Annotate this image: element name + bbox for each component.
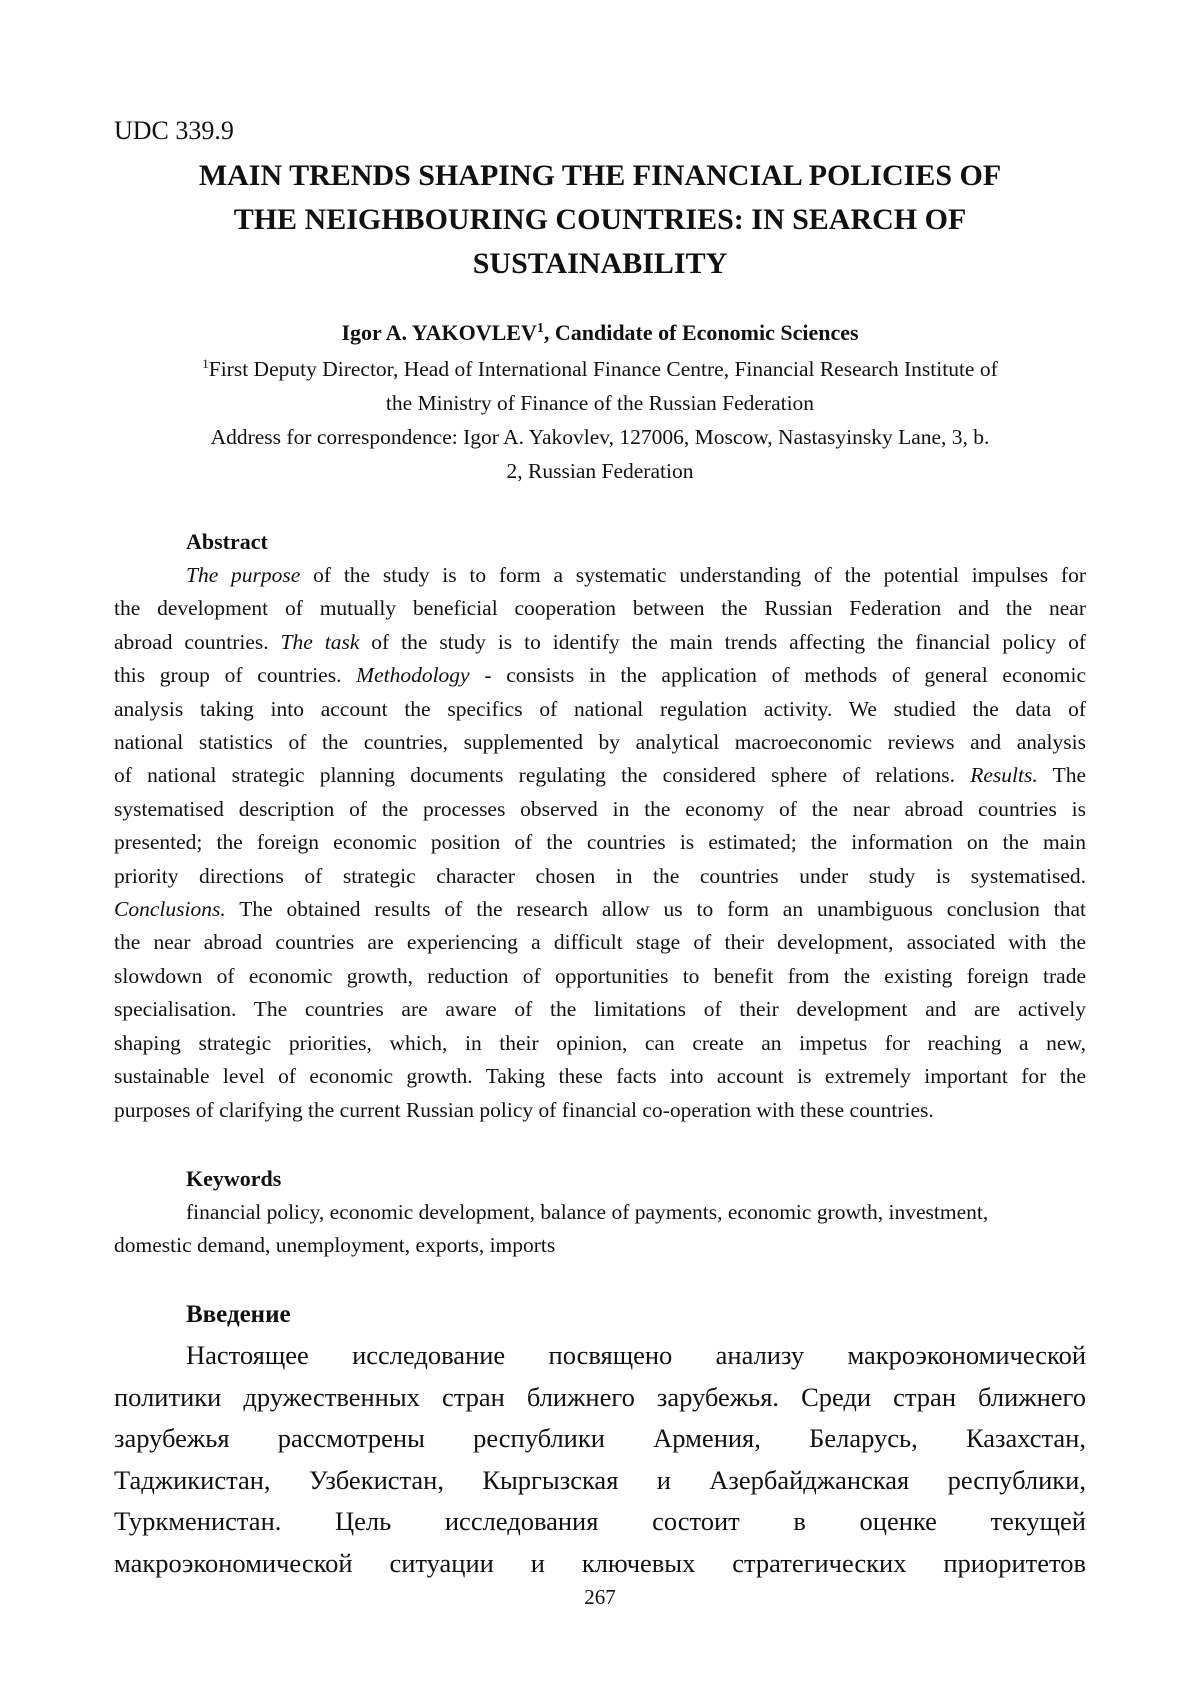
abstract-line: the near abroad countries are experiencing a difficult stage of their development, associated with the <box>114 930 1086 955</box>
abstract-line: sustainable level of economic growth. Taking these facts into account is extremely important for the <box>114 1064 1086 1089</box>
abstract-line: Conclusions. The obtained results of the research allow us to form an unambiguous conclusion that <box>114 897 1086 922</box>
abstract-line: The purpose of the study is to form a systematic understanding of the potential impulses for <box>186 563 1087 587</box>
udc-code: UDC 339.9 <box>114 116 234 145</box>
abstract-line: priority directions of strategic character chosen in the countries under study is systematised. <box>114 863 1086 888</box>
abstract-heading: Abstract <box>186 529 268 554</box>
correspondence-address: Address for correspondence: Igor A. Yakovlev, 127006, Moscow, Nastasyinsky Lane, 3, b. <box>210 425 990 449</box>
introduction-line: Таджикистан, Узбекистан, Кыргызская и Азербайджанская республики, <box>114 1464 1086 1495</box>
abstract-line: purposes of clarifying the current Russian policy of financial co-operation with these countries. <box>114 1097 934 1122</box>
introduction-line: Настоящее исследование посвящено анализу макроэкономической <box>186 1340 1086 1370</box>
abstract-line: systematised description of the processes observed in the economy of the near abroad countries is <box>114 796 1086 821</box>
affiliation-block <box>114 352 1086 488</box>
title-line: THE NEIGHBOURING COUNTRIES: IN SEARCH OF <box>233 203 967 236</box>
introduction-text <box>114 1335 1086 1585</box>
abstract-line: presented; the foreign economic position of the countries is estimated; the information on the main <box>114 830 1086 855</box>
abstract-line: this group of countries. Methodology - consists in the application of methods of general economic <box>114 663 1086 688</box>
keywords-line: financial policy, economic development, balance of payments, economic growth, investment, <box>186 1200 989 1224</box>
abstract-line: of national strategic planning documents regulating the considered sphere of relations. Results. The <box>114 763 1086 788</box>
keywords-heading: Keywords <box>186 1166 282 1191</box>
abstract-line: shaping strategic priorities, which, in their opinion, can create an impetus for reaching a new, <box>114 1030 1086 1055</box>
title-line: MAIN TRENDS SHAPING THE FINANCIAL POLICIES OF <box>198 159 1002 192</box>
introduction-heading: Введение <box>186 1301 291 1328</box>
abstract-line: analysis taking into account the specifics of national regulation activity. We studied the data of <box>114 696 1086 721</box>
correspondence-address: 2, Russian Federation <box>506 459 694 483</box>
introduction-line: политики дружественных стран ближнего зарубежья. Среди стран ближнего <box>114 1381 1086 1412</box>
abstract-line: slowdown of economic growth, reduction of opportunities to benefit from the existing foreign trade <box>114 963 1086 988</box>
paper-title <box>150 154 1050 286</box>
abstract-line: national statistics of the countries, supplemented by analytical macroeconomic reviews and analysis <box>114 730 1086 755</box>
author-line <box>114 318 1086 348</box>
introduction-line: Туркменистан. Цель исследования состоит в оценке текущей <box>114 1506 1086 1537</box>
keywords-text <box>114 1196 1086 1263</box>
affiliation-mark: 1 <box>202 356 209 371</box>
page-number: 267 <box>584 1585 616 1609</box>
introduction-line: макроэкономической ситуации и ключевых стратегических приоритетов <box>114 1547 1086 1578</box>
abstract-line: specialisation. The countries are aware of the limitations of their development and are actively <box>114 997 1086 1022</box>
affiliation-line: the Ministry of Finance of the Russian Federation <box>385 391 815 415</box>
affiliation-line: $^1$First Deputy Director, Head of International Finance Centre, Financial Research Institute of <box>202 356 998 381</box>
introduction-line: зарубежья рассмотрены республики Армения, Беларусь, Казахстан, <box>114 1423 1086 1454</box>
abstract-text <box>114 559 1086 1127</box>
abstract-line: abroad countries. The task of the study is to identify the main trends affecting the financial policy of <box>114 629 1086 654</box>
author-name: Igor A. YAKOVLEV <box>341 320 537 345</box>
author-degree: , Candidate of Economic Sciences <box>543 320 859 345</box>
title-line: SUSTAINABILITY <box>472 247 728 280</box>
abstract-line: the development of mutually beneficial cooperation between the Russian Federation and the near <box>114 596 1086 621</box>
author-affiliation-mark: 1 <box>536 321 544 336</box>
keywords-line: domestic demand, unemployment, exports, imports <box>114 1233 556 1258</box>
